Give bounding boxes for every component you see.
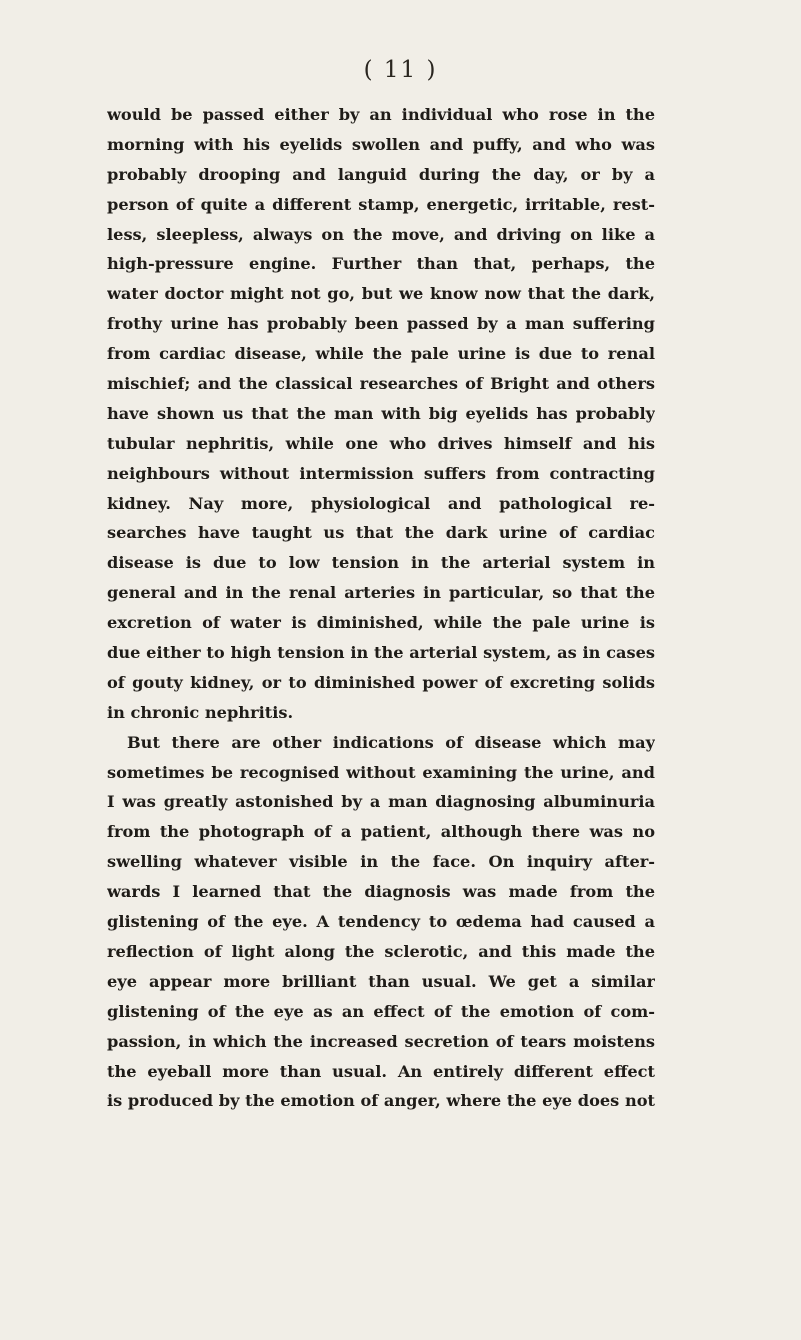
text-line: sometimes be recognised without examining the urine, and [107, 762, 655, 782]
text-line: of gouty kidney, or to diminished power of excreting solids [107, 672, 655, 692]
text-line: from the photograph of a patient, although there was no [107, 822, 655, 842]
text-line: disease is due to low tension in the arterial system in [107, 553, 655, 573]
text-line: neighbours without intermission suffers from contracting [107, 463, 655, 483]
text-line: less, sleepless, always on the move, and driving on like a [107, 224, 655, 244]
text-line: eye appear more brilliant than usual. We get a similar [107, 971, 655, 991]
text-line: person of quite a different stamp, energetic, irritable, rest- [107, 194, 655, 214]
text-line: swelling whatever visible in the face. On inquiry after- [107, 852, 655, 872]
text-line: water doctor might not go, but we know now that the dark, [107, 284, 655, 304]
page-number: ( 11 ) [363, 57, 438, 83]
text-line: from cardiac disease, while the pale urine is due to renal [107, 344, 655, 364]
text-line: glistening of the eye as an effect of the emotion of com- [107, 1001, 655, 1021]
text-line: glistening of the eye. A tendency to œdema had caused a [107, 912, 655, 932]
text-line: probably drooping and languid during the day, or by a [107, 164, 655, 184]
text-line: excretion of water is diminished, while the pale urine is [107, 613, 655, 633]
text-line: mischief; and the classical researches of Bright and others [107, 374, 655, 394]
text-line: But there are other indications of disease which may [127, 732, 655, 752]
text-line: tubular nephritis, while one who drives himself and his [107, 433, 655, 453]
text-line: the eyeball more than usual. An entirely different effect [107, 1061, 655, 1081]
text-line: in chronic nephritis. [107, 702, 294, 722]
text-line: morning with his eyelids swollen and puffy, and who was [107, 134, 655, 154]
text-line: high-pressure engine. Further than that, perhaps, the [107, 254, 655, 274]
text-line: kidney. Nay more, physiological and pathological re- [107, 493, 655, 513]
text-line: general and in the renal arteries in particular, so that the [107, 583, 655, 603]
text-line: reflection of light along the sclerotic, and this made the [107, 941, 655, 961]
text-line: frothy urine has probably been passed by a man suffering [107, 314, 655, 334]
text-line: have shown us that the man with big eyelids has probably [107, 403, 655, 423]
text-line: is produced by the emotion of anger, where the eye does not [107, 1091, 655, 1111]
text-line: wards I learned that the diagnosis was made from the [107, 882, 655, 902]
text-line: searches have taught us that the dark urine of cardiac [107, 523, 655, 543]
body-text [107, 100, 655, 1116]
text-line: passion, in which the increased secretion of tears moistens [107, 1031, 655, 1051]
text-line: would be passed either by an individual who rose in the [107, 105, 655, 124]
text-line: I was greatly astonished by a man diagnosing albuminuria [107, 792, 655, 812]
text-line: due either to high tension in the arterial system, as in cases [107, 643, 655, 663]
